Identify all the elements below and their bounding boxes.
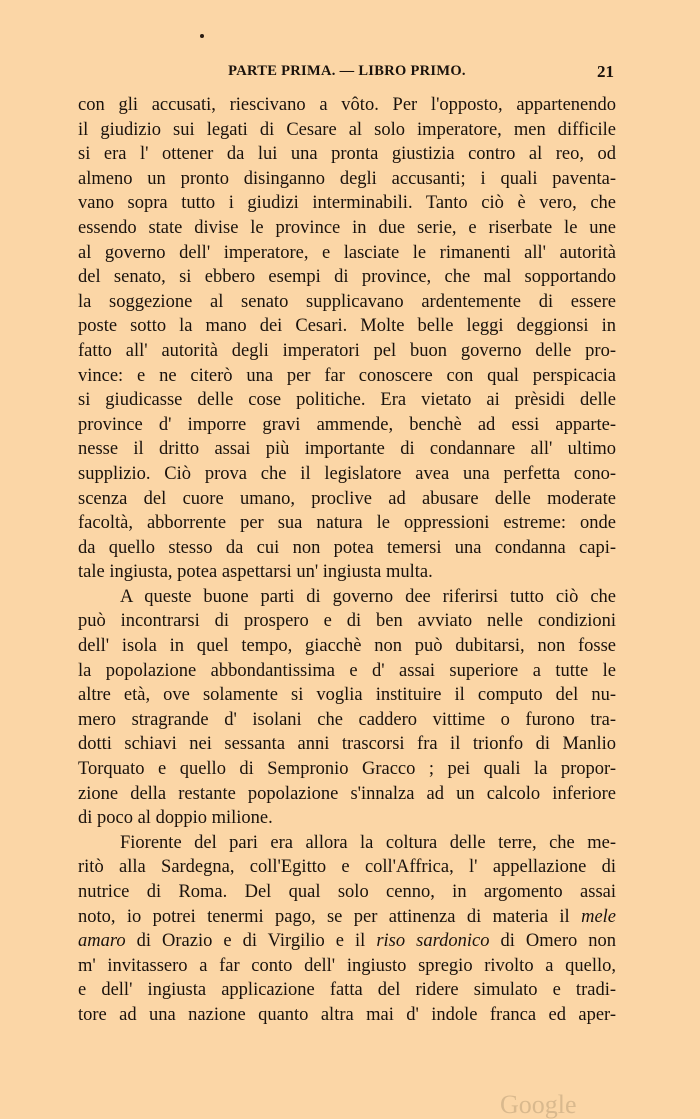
text-line: si era l' ottener da lui una pronta giustizia contro al reo, od xyxy=(78,144,616,165)
text-line: nutrice di Roma. Del qual solo cenno, in argomento assai xyxy=(78,882,616,902)
text-fragment: di Omero non xyxy=(489,931,616,952)
text-line: tale ingiusta, potea aspettarsi un' ingiusta multa. xyxy=(78,562,433,583)
text-line: con gli accusati, riescivano a vôto. Per l'opposto, appartenendo xyxy=(78,95,616,115)
paragraph-1 xyxy=(78,93,616,585)
text-line: tore ad una nazione quanto altra mai d' indole franca ed aper- xyxy=(78,1004,616,1025)
text-line: vince: e ne citerò una per far conoscere con qual perspicacia xyxy=(78,365,616,386)
text-line: m' invitassero a far conto dell' ingiusto spregio rivolto a quello, xyxy=(78,955,616,976)
text-line: al governo dell' imperatore, e lasciate le rimanenti all' autorità xyxy=(78,242,616,263)
text-line: ritò alla Sardegna, coll'Egitto e coll'Affrica, l' appellazione di xyxy=(78,857,616,878)
italic-fragment: amaro xyxy=(78,931,126,952)
watermark: Google xyxy=(500,1090,577,1119)
text-fragment: noto, io potrei tenermi pago, se per attinenza di materia il xyxy=(78,906,570,927)
ink-speck xyxy=(200,34,204,38)
text-line: vano sopra tutto i giudizi interminabili. Tanto ciò è vero, che xyxy=(78,193,616,214)
text-line: mero stragrande d' isolani che caddero vittime o furono tra- xyxy=(78,709,616,730)
text-line: la soggezione al senato supplicavano ardentemente di essere xyxy=(78,291,616,312)
text-line: supplizio. Ciò prova che il legislatore avea una perfetta cono- xyxy=(78,463,616,484)
page-header xyxy=(78,63,616,83)
body-text xyxy=(78,93,616,1028)
text-line: A queste buone parti di governo dee riferirsi tutto ciò che xyxy=(120,586,616,607)
text-line: essendo state divise le province in due serie, e riserbate le une xyxy=(78,217,616,238)
text-line: fatto all' autorità degli imperatori pel buon governo delle pro- xyxy=(78,340,616,361)
text-line: la popolazione abbondantissima e d' assai superiore a tutte le xyxy=(78,660,616,681)
text-line: facoltà, abborrente per sua natura le oppressioni estreme: onde xyxy=(78,513,616,534)
text-line: Torquato e quello di Sempronio Gracco ; pei quali la propor- xyxy=(78,759,616,780)
text-line: zione della restante popolazione s'innalza ad un calcolo inferiore xyxy=(78,783,616,804)
text-line: poste sotto la mano dei Cesari. Molte belle leggi deggionsi in xyxy=(78,316,616,337)
page-number: 21 xyxy=(597,62,614,81)
text-line: altre età, ove solamente si voglia instituire il computo del nu- xyxy=(78,685,616,706)
text-line: almeno un pronto disinganno degli accusanti; i quali paventa- xyxy=(78,168,616,189)
text-line: di poco al doppio milione. xyxy=(78,808,273,829)
paragraph-3 xyxy=(78,831,616,1028)
text-line: province d' imporre gravi ammende, benchè ad essi apparte- xyxy=(78,414,616,435)
text-line-with-italic xyxy=(78,929,616,954)
text-line: si giudicasse delle cose politiche. Era vietato ai prèsidi delle xyxy=(78,390,616,411)
text-line: e dell' ingiusta applicazione fatta del ridere simulato e tradi- xyxy=(78,980,616,1001)
italic-fragment: riso sardonico xyxy=(376,931,490,952)
text-line: del senato, si ebbero esempi di province, che mal sopportando xyxy=(78,267,616,288)
text-line: può incontrarsi di prospero e di ben avviato nelle condizioni xyxy=(78,611,616,632)
paragraph-2 xyxy=(78,585,616,831)
text-fragment: di Orazio e di Virgilio e il xyxy=(125,931,377,952)
text-line-with-italic xyxy=(78,905,616,930)
text-line: dell' isola in quel tempo, giacchè non può dubitarsi, non fosse xyxy=(78,636,616,657)
text-line: dotti schiavi nei sessanta anni trascorsi fra il trionfo di Manlio xyxy=(78,734,616,755)
text-line: il giudizio sui legati di Cesare al solo imperatore, men difficile xyxy=(78,119,616,140)
running-title: PARTE PRIMA. — LIBRO PRIMO. xyxy=(228,63,466,79)
text-line: da quello stesso da cui non potea temersi una condanna capi- xyxy=(78,537,616,558)
italic-fragment: mele xyxy=(581,906,617,927)
text-line: Fiorente del pari era allora la coltura delle terre, che me- xyxy=(120,832,616,853)
text-line: scenza del cuore umano, proclive ad abusare delle moderate xyxy=(78,488,616,509)
text-line: nesse il dritto assai più importante di condannare all' ultimo xyxy=(78,439,616,460)
